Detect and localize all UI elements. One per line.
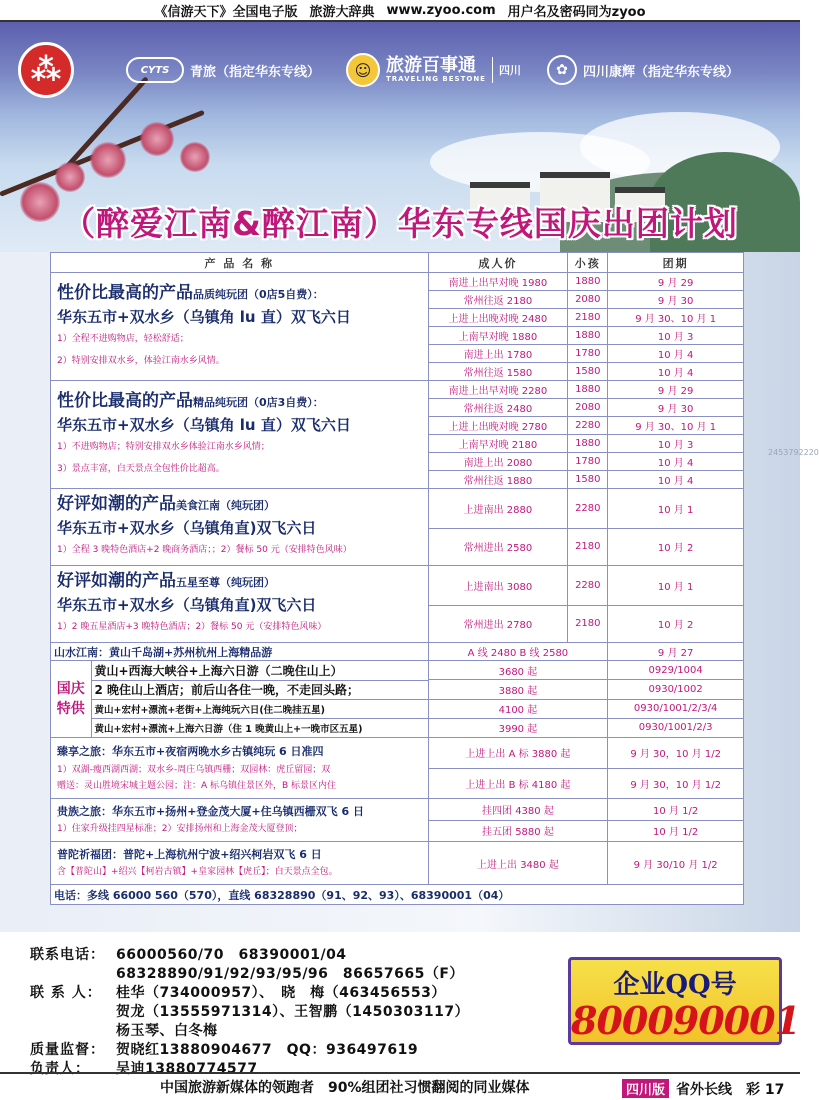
table-row <box>51 738 744 769</box>
header-product: 产 品 名 称 <box>51 253 429 273</box>
partner-baishitong <box>346 53 521 87</box>
partner-logos <box>18 42 788 98</box>
departure-date: 9 月 29 <box>608 273 744 291</box>
product-route: 华东五市+双水乡（乌镇角直)双飞六日 <box>57 519 317 537</box>
qq-number: 800090001 <box>571 998 800 1043</box>
putuo-route: 普陀祈福团：普陀+上海杭州宁波+绍兴柯岩双飞 6 日 <box>57 848 322 861</box>
product-note: 3）景点丰富，白天景点全包性价比超高。 <box>57 463 225 474</box>
adult-price: 常州进出 2780 <box>428 605 568 642</box>
child-price: 2080 <box>568 291 608 309</box>
product-title: 好评如潮的产品 <box>57 494 176 514</box>
departure-date: 9 月 27 <box>608 643 744 661</box>
page-section: 省外长线 彩 17 <box>676 1082 785 1098</box>
adult-price: 上进上出 A 标 3880 起 <box>428 738 608 769</box>
zhenxiang-block <box>51 738 429 799</box>
adult-price: 3880 起 <box>428 680 608 699</box>
departure-date: 9 月 29 <box>608 381 744 399</box>
child-price: 1580 <box>568 471 608 489</box>
edition-badge: 四川版 <box>622 1079 669 1098</box>
qq-title: 企业QQ号 <box>613 970 737 1000</box>
manager-label: 负责人： <box>30 1061 90 1077</box>
adult-price: 常州进出 2580 <box>428 528 568 565</box>
departure-date: 9 月 30，10 月 1/2 <box>608 768 744 799</box>
national-day-item: 黄山+西海大峡谷+上海六日游（二晚住山上） <box>91 661 428 680</box>
departure-date: 10 月 1/2 <box>608 820 744 842</box>
product-subtitle: 品质纯玩团（0店5自费）： <box>193 287 324 301</box>
table-row <box>51 381 744 399</box>
departure-date: 10 月 4 <box>608 471 744 489</box>
adult-price: 常州往返 2180 <box>428 291 568 309</box>
schedule-table <box>50 252 744 905</box>
flower-logo-icon: ✿ <box>547 55 577 85</box>
child-price: 1880 <box>568 381 608 399</box>
departure-date: 9 月 30，10 月 1/2 <box>608 738 744 769</box>
child-price: 1780 <box>568 345 608 363</box>
guizu-route: 贵族之旅：华东五市+扬州+登金茂大厦+住乌镇西栅双飞 6 日 <box>57 805 364 818</box>
adult-price: 上进南出 3080 <box>428 566 568 606</box>
quality-contact: 贺晓红13880904677 QQ：936497619 <box>116 1042 419 1058</box>
adult-price: 常州往返 1580 <box>428 363 568 381</box>
table-row <box>51 643 744 661</box>
child-price: 2280 <box>568 566 608 606</box>
adult-price: 南进上出早对晚 2280 <box>428 381 568 399</box>
putuo-block <box>51 842 429 885</box>
adult-price: 常州往返 2480 <box>428 399 568 417</box>
table-row <box>51 489 744 529</box>
baishitong-subtitle: TRAVELING BESTONE <box>386 74 486 83</box>
product-group-3 <box>51 489 429 566</box>
product-title: 好评如潮的产品 <box>57 571 176 591</box>
departure-date: 10 月 4 <box>608 345 744 363</box>
departure-date: 10 月 1/2 <box>608 799 744 821</box>
table-row <box>51 885 744 905</box>
product-note: 赠送：灵山胜境宋城主题公园；注：A 标乌镇住景区外，B 标景区内住 <box>57 781 337 791</box>
child-price: 2180 <box>568 528 608 565</box>
child-price: 1580 <box>568 363 608 381</box>
adult-price: 常州往返 1880 <box>428 471 568 489</box>
phone-numbers: 68328890/91/92/93/95/96 86657665（F） <box>116 966 464 982</box>
cyts-logo-icon: CYTS <box>126 57 184 83</box>
partner-kanghui-label: 四川康辉（指定华东专线） <box>582 64 739 80</box>
child-price: 1780 <box>568 453 608 471</box>
partner-kanghui <box>547 55 739 85</box>
product-title: 性价比最高的产品 <box>57 282 193 303</box>
child-price: 1880 <box>568 435 608 453</box>
departure-date: 0930/1001/2/3/4 <box>608 699 744 718</box>
national-day-label: 国庆特供 <box>51 661 91 737</box>
table-row <box>51 661 744 680</box>
adult-price: 上进南出 2880 <box>428 489 568 529</box>
departure-date: 10 月 3 <box>608 435 744 453</box>
footer-slogan: 中国旅游新媒体的领跑者 90%组团社习惯翻阅的同业媒体 <box>160 1080 530 1096</box>
contact-persons: 贺龙（13555971314）、王智鹏（1450303117） <box>116 1004 470 1020</box>
child-price: 2180 <box>568 605 608 642</box>
contact-persons: 杨玉琴、白冬梅 <box>116 1023 218 1039</box>
national-day-item: 2 晚住山上酒店；前后山各住一晚，不走回头路； <box>91 680 428 699</box>
adult-price: 3990 起 <box>428 718 608 737</box>
top-banner <box>0 0 800 22</box>
departure-date: 10 月 4 <box>608 453 744 471</box>
login-hint: 用户名及密码同为zyoo <box>507 4 646 20</box>
product-subtitle: 精品纯玩团（0店3自费）： <box>193 395 324 409</box>
national-day-item: 黄山+宏村+漂流+上海六日游（住 1 晚黄山上+一晚市区五星) <box>94 723 363 735</box>
departure-date: 9 月 30、10 月 1 <box>608 417 744 435</box>
product-subtitle: 五星至尊（纯玩团） <box>176 576 275 589</box>
product-subtitle: 美食江南（纯玩团） <box>176 499 275 512</box>
table-row <box>51 799 744 821</box>
departure-date: 10 月 1 <box>608 489 744 529</box>
sichuan-mark: 四川 <box>498 64 521 77</box>
departure-date: 10 月 4 <box>608 363 744 381</box>
adult-price: 3680 起 <box>428 661 608 680</box>
blossom-icon <box>140 122 174 156</box>
blossom-icon <box>55 162 85 192</box>
departure-date: 10 月 3 <box>608 327 744 345</box>
page-title: （醉爱江南&醉江南）华东专线国庆出团计划 <box>62 204 738 243</box>
child-price: 1880 <box>568 273 608 291</box>
adult-price: 挂五团 5880 起 <box>428 820 608 842</box>
adult-price: A 线 2480 B 线 2580 <box>428 643 608 661</box>
national-day-block <box>51 661 429 738</box>
product-route: 华东五市+双水乡（乌镇角 lu 直）双飞六日 <box>57 415 351 434</box>
adult-price: 上进上出 3480 起 <box>428 842 608 885</box>
contact-section <box>30 946 469 1079</box>
product-group-4 <box>51 566 429 643</box>
divider <box>492 57 493 83</box>
header-child: 小孩 <box>568 253 608 273</box>
product-note: 1）全程不进购物店，轻松舒适； <box>57 333 189 344</box>
website-link[interactable]: www.zyoo.com <box>386 2 496 18</box>
product-route: 华东五市+双水乡（乌镇角直)双飞六日 <box>57 596 317 614</box>
dictionary-name: 旅游大辞典 <box>309 4 375 20</box>
table-header-row <box>51 253 744 273</box>
product-note: 1）2 晚五星酒店+3 晚特色酒店；2）餐标 50 元（安排特色风味） <box>57 622 327 632</box>
product-route: 华东五市+双水乡（乌镇角 lu 直）双飞六日 <box>57 307 351 326</box>
mascot-icon: ☺ <box>346 53 380 87</box>
child-price: 1880 <box>568 327 608 345</box>
adult-price: 南进上出 1780 <box>428 345 568 363</box>
adult-price: 上进上出晚对晚 2780 <box>428 417 568 435</box>
adult-price: 上南早对晚 2180 <box>428 435 568 453</box>
table-row <box>51 842 744 885</box>
national-day-item: 黄山+宏村+漂流+老街+上海纯玩六日(住二晚挂五星) <box>91 699 428 718</box>
publication-name: 《信游天下》全国电子版 <box>154 4 298 20</box>
contact-person-label: 联 系 人： <box>30 985 102 1001</box>
child-price: 2180 <box>568 309 608 327</box>
baishitong-title: 旅游百事通 <box>386 54 477 76</box>
product-group-2 <box>51 381 429 489</box>
shanshui-route: 山水江南：黄山千岛湖+苏州杭州上海精品游 <box>51 643 429 661</box>
phone-numbers: 66000560/70 68390001/04 <box>116 947 347 963</box>
departure-date: 9 月 30 <box>608 291 744 309</box>
header-adult: 成人价 <box>428 253 568 273</box>
watermark-id: 2453792220 <box>768 448 819 457</box>
adult-price: 上进上出晚对晚 2480 <box>428 309 568 327</box>
zhenxiang-route: 臻享之旅：华东五市+夜宿两晚水乡古镇纯玩 6 日准四 <box>57 745 324 758</box>
product-note: 1）不进购物店；特别安排双水乡体验江南水乡风情； <box>57 441 270 452</box>
partner-cyts-label: 青旅（指定华东专线） <box>190 64 321 80</box>
child-price: 2280 <box>568 417 608 435</box>
child-price: 2280 <box>568 489 608 529</box>
partner-cyts <box>126 57 320 83</box>
table-row <box>51 273 744 291</box>
departure-date: 9 月 30/10 月 1/2 <box>608 842 744 885</box>
adult-price: 上进上出 B 标 4180 起 <box>428 768 608 799</box>
table-row <box>51 566 744 606</box>
phone-summary: 电话：多线 66000 560（570），直线 68328890（91、92、93）、68390001（04） <box>51 885 744 905</box>
contact-persons: 桂华（734000957）、 晓 梅（463456553） <box>116 985 446 1001</box>
manager-contact: 吴迪13880774577 <box>116 1061 258 1077</box>
product-note: 2）特别安排双水乡，体验江南水乡风情。 <box>57 355 225 366</box>
adult-price: 挂四团 4380 起 <box>428 799 608 821</box>
adult-price: 上南早对晚 1880 <box>428 327 568 345</box>
product-note: 1）双湖-瘦西湖西湖；双水乡-周庄乌镇西栅；双园林：虎丘留园；双 <box>57 765 331 775</box>
product-note: 含【普陀山】+绍兴【柯岩古镇】+皇家园林【虎丘】；白天景点全包。 <box>57 867 338 877</box>
adult-price: 南进上出 2080 <box>428 453 568 471</box>
blossom-icon <box>90 142 126 178</box>
departure-date: 10 月 1 <box>608 566 744 606</box>
departure-date: 0930/1002 <box>608 680 744 699</box>
footer <box>0 1072 800 1100</box>
phone-label: 联系电话： <box>30 947 105 963</box>
departure-date: 9 月 30 <box>608 399 744 417</box>
quality-label: 质量监督： <box>30 1042 105 1058</box>
product-note: 1）住家升级挂四星标准；2）安排扬州和上海金茂大厦登顶； <box>57 824 303 834</box>
header-dates: 团期 <box>608 253 744 273</box>
child-price: 2080 <box>568 399 608 417</box>
product-group-1 <box>51 273 429 381</box>
enterprise-qq-box <box>568 957 800 1045</box>
product-note: 1）全程 3 晚特色酒店+2 晚商务酒店；；2）餐标 50 元（安排特色风味） <box>57 545 352 555</box>
departure-date: 10 月 2 <box>608 605 744 642</box>
adult-price: 南进上出早对晚 1980 <box>428 273 568 291</box>
departure-date: 10 月 2 <box>608 528 744 565</box>
departure-date: 0930/1001/2/3 <box>608 718 744 737</box>
red-circle-logo-icon: ⁂ <box>18 42 74 98</box>
guizu-block <box>51 799 429 842</box>
departure-date: 0929/1004 <box>608 661 744 680</box>
departure-date: 9 月 30、10 月 1 <box>608 309 744 327</box>
adult-price: 4100 起 <box>428 699 608 718</box>
product-title: 性价比最高的产品 <box>57 390 193 411</box>
blossom-icon <box>180 142 210 172</box>
